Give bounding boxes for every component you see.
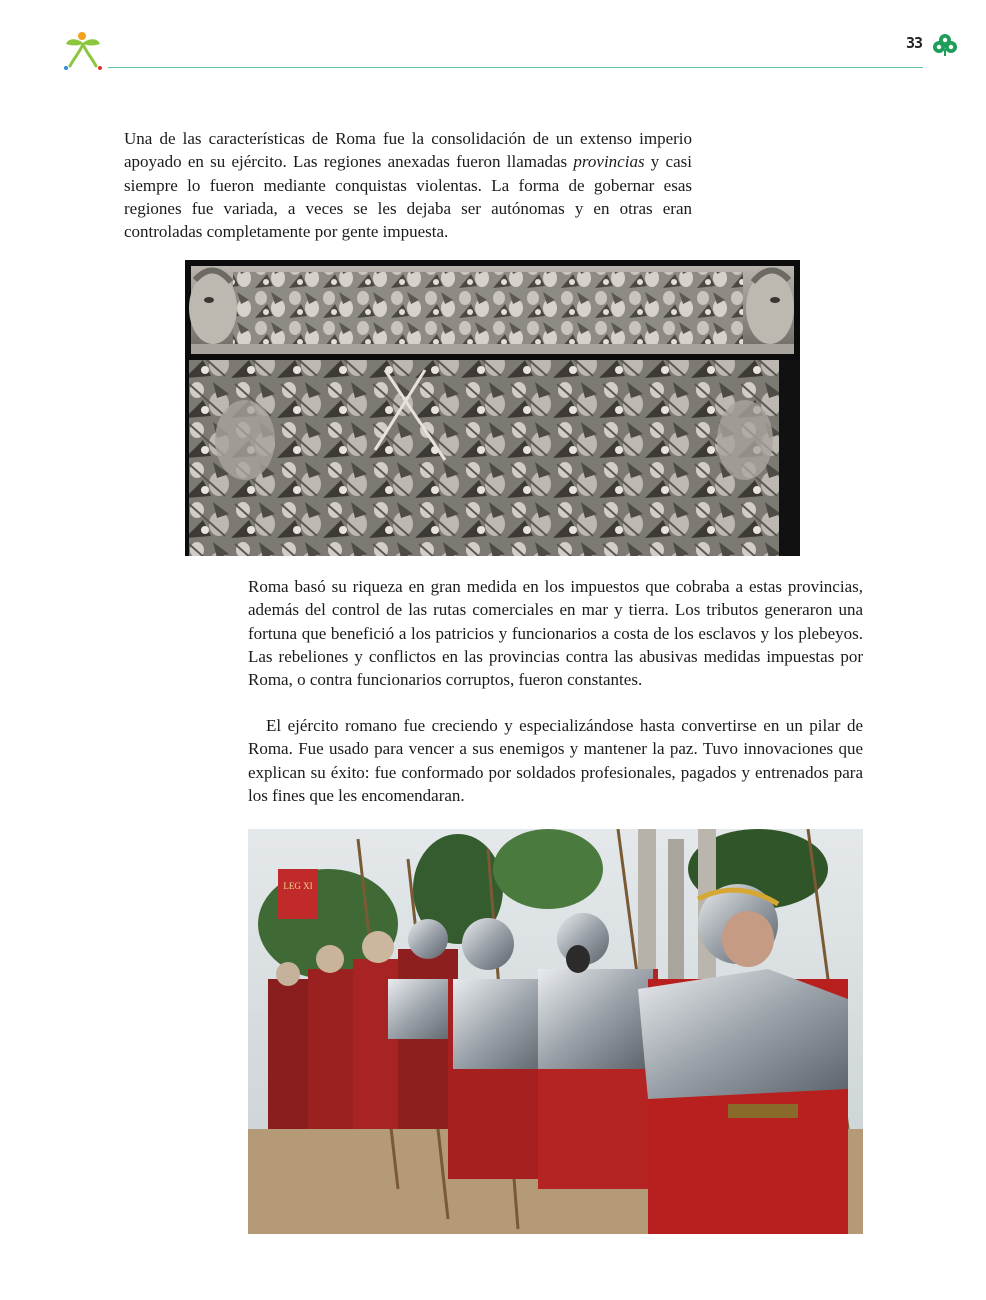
intro-text-part1: Una de las características de Roma fue la consolidación de un extenso imperio apoyado en su ejército. Las regiones anexadas fueron llamadas [124, 129, 692, 172]
riqueza-paragraph: Roma basó su riqueza en gran medida en los impuestos que cobraba a estas provincias, además del control de las rutas comerciales en mar y tierra. Los tributos generaron una fortuna que benefició a los patricios y funcionarios a costa de los esclavos y los plebeyos. Las rebeliones y conflictos en las provincias contra las abusivas medidas impuestas por Roma, o contra funcionarios corruptos, fueron constantes. [248, 577, 863, 690]
provincias-term: provincias [573, 152, 645, 172]
roman-soldiers-image [248, 829, 863, 1234]
header-rule [108, 67, 923, 68]
intro-paragraph [124, 127, 692, 243]
sprout-figure-icon [62, 30, 104, 72]
clover-icon [932, 33, 958, 57]
page-number: 33 [906, 34, 923, 52]
ejercito-paragraph: El ejército romano fue creciendo y especializándose hasta convertirse en un pilar de Roma. Fue usado para vencer a sus enemigos y mantener la paz. Tuvo innovaciones que explican su éxito: fue conformado por soldados profesionales, pagados y entrenados para los fines que les encomendaran. [248, 716, 863, 805]
sarcophagus-relief-image [185, 260, 800, 556]
banner-text: LEG XI [283, 881, 313, 891]
intro-text-part2: y casi siempre lo fueron mediante conquistas violentas. La forma de gobernar esas regiones fue variada, a veces se les dejaba ser autónomas y en otras eran controladas completamente por gente impuesta. [124, 152, 692, 242]
